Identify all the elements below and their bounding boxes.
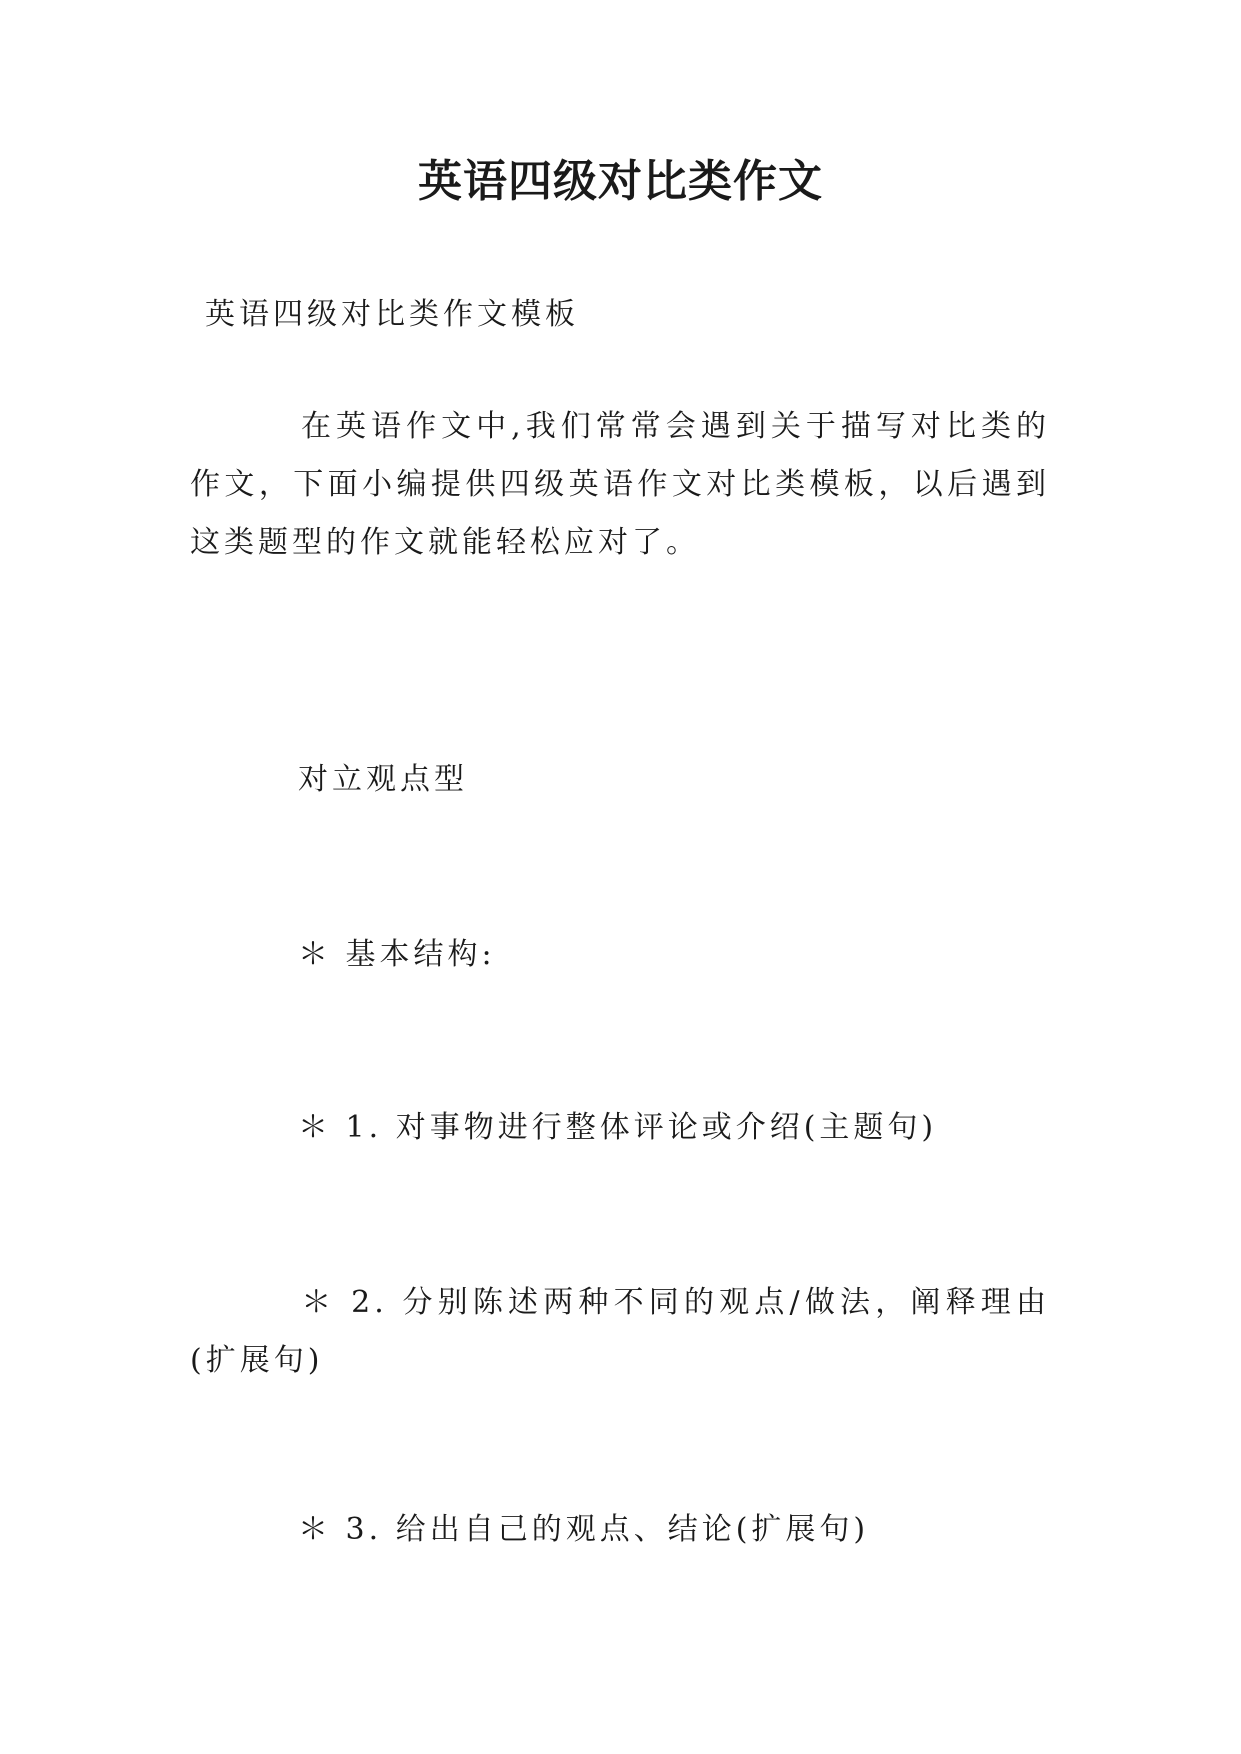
structure-label: ＊ 基本结构: (298, 937, 496, 972)
intro-text: 在英语作文中,我们常常会遇到关于描写对比类的作文，下面小编提供四级英语作文对比类模板，以后遇到这类题型的作文就能轻松应对了。 (190, 409, 1050, 560)
list-item: ＊ 3. 给出自己的观点、结论(扩展句) (298, 1512, 870, 1547)
document-title: 英语四级对比类作文 (418, 156, 823, 207)
document-subtitle: 英语四级对比类作文模板 (205, 297, 579, 332)
section-heading: 对立观点型 (298, 762, 468, 797)
list-item-text: ＊ 2. 分别陈述两种不同的观点/做法，阐释理由(扩展句) (190, 1285, 1050, 1378)
intro-paragraph (190, 398, 1050, 572)
list-item (190, 1274, 1050, 1390)
list-item: ＊ 1. 对事物进行整体评论或介绍(主题句) (298, 1110, 938, 1145)
